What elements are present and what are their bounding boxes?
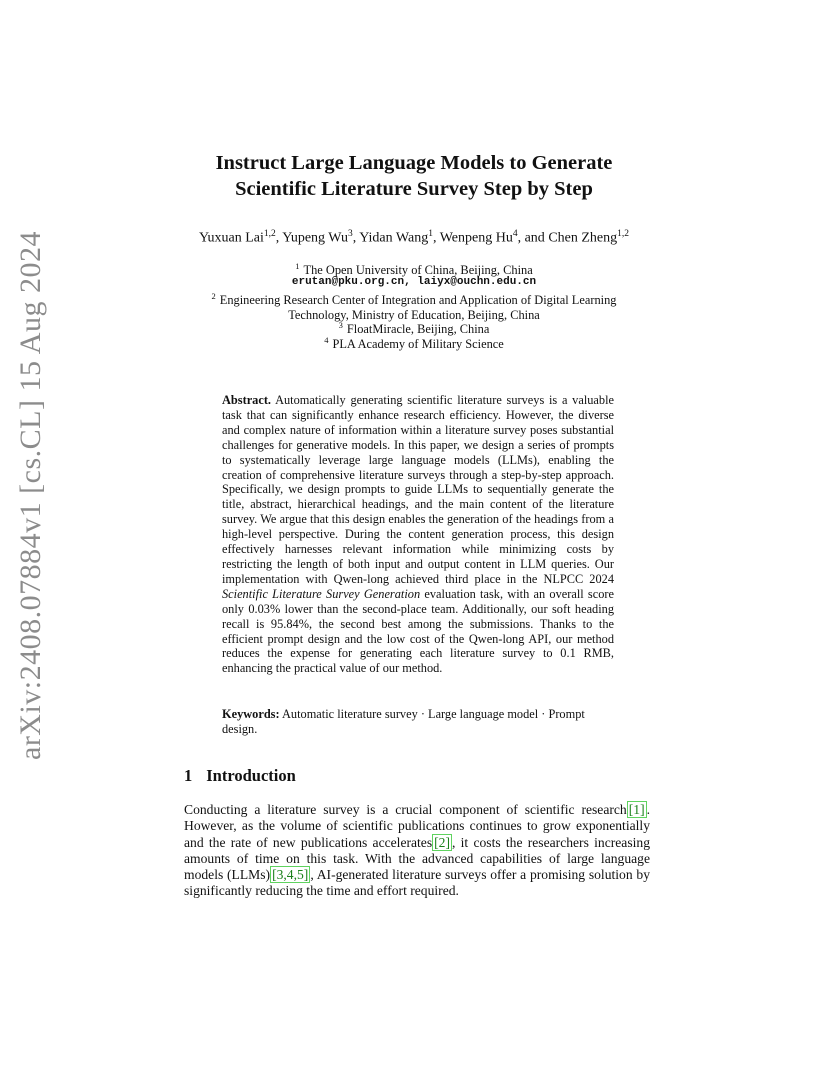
abstract-label: Abstract.: [222, 393, 272, 407]
citation-number: 3: [276, 867, 284, 883]
author-separator: ,: [352, 230, 360, 246]
title-line-2: Scientific Literature Survey Step by Step: [235, 178, 593, 200]
affiliation-text: The Open University of China, Beijing, China: [303, 263, 533, 278]
section-title: Introduction: [206, 766, 296, 785]
affiliation-number: 2: [211, 291, 216, 301]
paragraph-text: , it costs the researchers increasing amounts of time on this task. With the advanced capabilities of large language models (LLMs): [184, 834, 650, 883]
arxiv-identifier: arXiv:2408.07884v1 [cs.CL] 15 Aug 2024: [14, 231, 47, 760]
keywords: [222, 707, 622, 737]
section-paragraph: [184, 802, 650, 900]
citation-link[interactable]: [3,4,5]: [272, 867, 309, 883]
paragraph-text: Conducting a literature survey is a crucial component of scientific research: [184, 802, 627, 817]
abstract-text-continued: evaluation task, with an overall score only 0.03% lower than the second-place team. Additionally, our soft heading recall is 95.84%, the second best among the submissions. Thanks to the efficient prompt design and the low cost of the Qwen-long API, our method reduces the expense for generating each literature survey to 0.1 RMB, enhancing the practical value of our method.: [222, 586, 614, 676]
citation-link[interactable]: [2]: [434, 834, 450, 850]
section-heading: [184, 766, 296, 786]
citation-number: 4: [286, 867, 294, 883]
affiliation-text: FloatMiracle, Beijing, China: [346, 322, 490, 337]
author-affiliation: 1: [428, 229, 433, 239]
author-affiliation: 1,2: [617, 229, 630, 239]
author-separator: ,: [275, 230, 283, 246]
abstract-text: Automatically generating scientific literature surveys is a valuable task that can significantly enhance research efficiency. However, the diverse and complex nature of information within a literature survey poses substantial challenges for generative models. In this paper, we design a series of prompts to systematically leverage large language models (LLMs), enabling the creation of comprehensive literature surveys through a step-by-step approach. Specifically, we design prompts to guide LLMs to sequentially generate the title, abstract, hierarchical headings, and the main content of the literature survey. We argue that this design enables the generation of the headings from a high-level perspective. During the content generation process, this design effectively harnesses relevant information while minimizing costs by restricting the length of both input and output content in LLM queries. Our implementation with Qwen-long achieved third place in the NLPCC 2024: [222, 393, 614, 586]
affiliation-text: PLA Academy of Military Science: [332, 337, 504, 352]
author-emails: erutan@pku.org.cn, laiyx@ouchn.edu.cn: [291, 276, 537, 288]
author-separator: , and: [517, 230, 549, 246]
citation-number: 5: [297, 867, 304, 883]
author-name: Yuxuan Lai: [198, 230, 264, 246]
author-affiliation: 3: [347, 229, 353, 239]
author-name: Chen Zheng: [548, 230, 618, 246]
affiliation-4: [0, 333, 828, 352]
author-affiliation: 1,2: [263, 229, 276, 239]
author-name: Yidan Wang: [359, 230, 429, 246]
affiliation-text: Engineering Research Center of Integration and Application of Digital Learning: [219, 293, 617, 308]
author-name: Wenpeng Hu: [439, 230, 513, 246]
keywords-text: Automatic literature survey · Large language model · Prompt design.: [222, 707, 585, 736]
keywords-label: Keywords:: [222, 707, 280, 721]
paragraph-text: . However, as the volume of scientific publications continues to grow exponentially and the rate of new publications accelerates: [184, 802, 650, 850]
affiliation-number: 3: [338, 320, 343, 330]
author-name: Yupeng Wu: [282, 230, 348, 246]
affiliation-number: 1: [295, 261, 300, 271]
affiliation-number: 4: [324, 335, 329, 345]
section-number: 1: [184, 766, 193, 785]
paragraph-text: , AI-generated literature surveys offer a promising solution by significantly reducing the time and effort required.: [184, 867, 650, 899]
citation-link[interactable]: [1]: [628, 802, 645, 817]
abstract-task-name: Scientific Literature Survey Generation: [222, 586, 421, 601]
citation-number: 2: [438, 834, 446, 850]
affiliation-text-continued: Technology, Ministry of Education, Beijing, China: [288, 308, 540, 323]
title-line-1: Instruct Large Language Models to Generate: [215, 152, 613, 174]
author-list: [0, 229, 828, 247]
citation-number: 1: [633, 802, 641, 817]
paper-title: [0, 150, 828, 202]
author-affiliation: 4: [512, 229, 518, 239]
abstract: [222, 393, 614, 676]
author-separator: ,: [432, 230, 440, 246]
